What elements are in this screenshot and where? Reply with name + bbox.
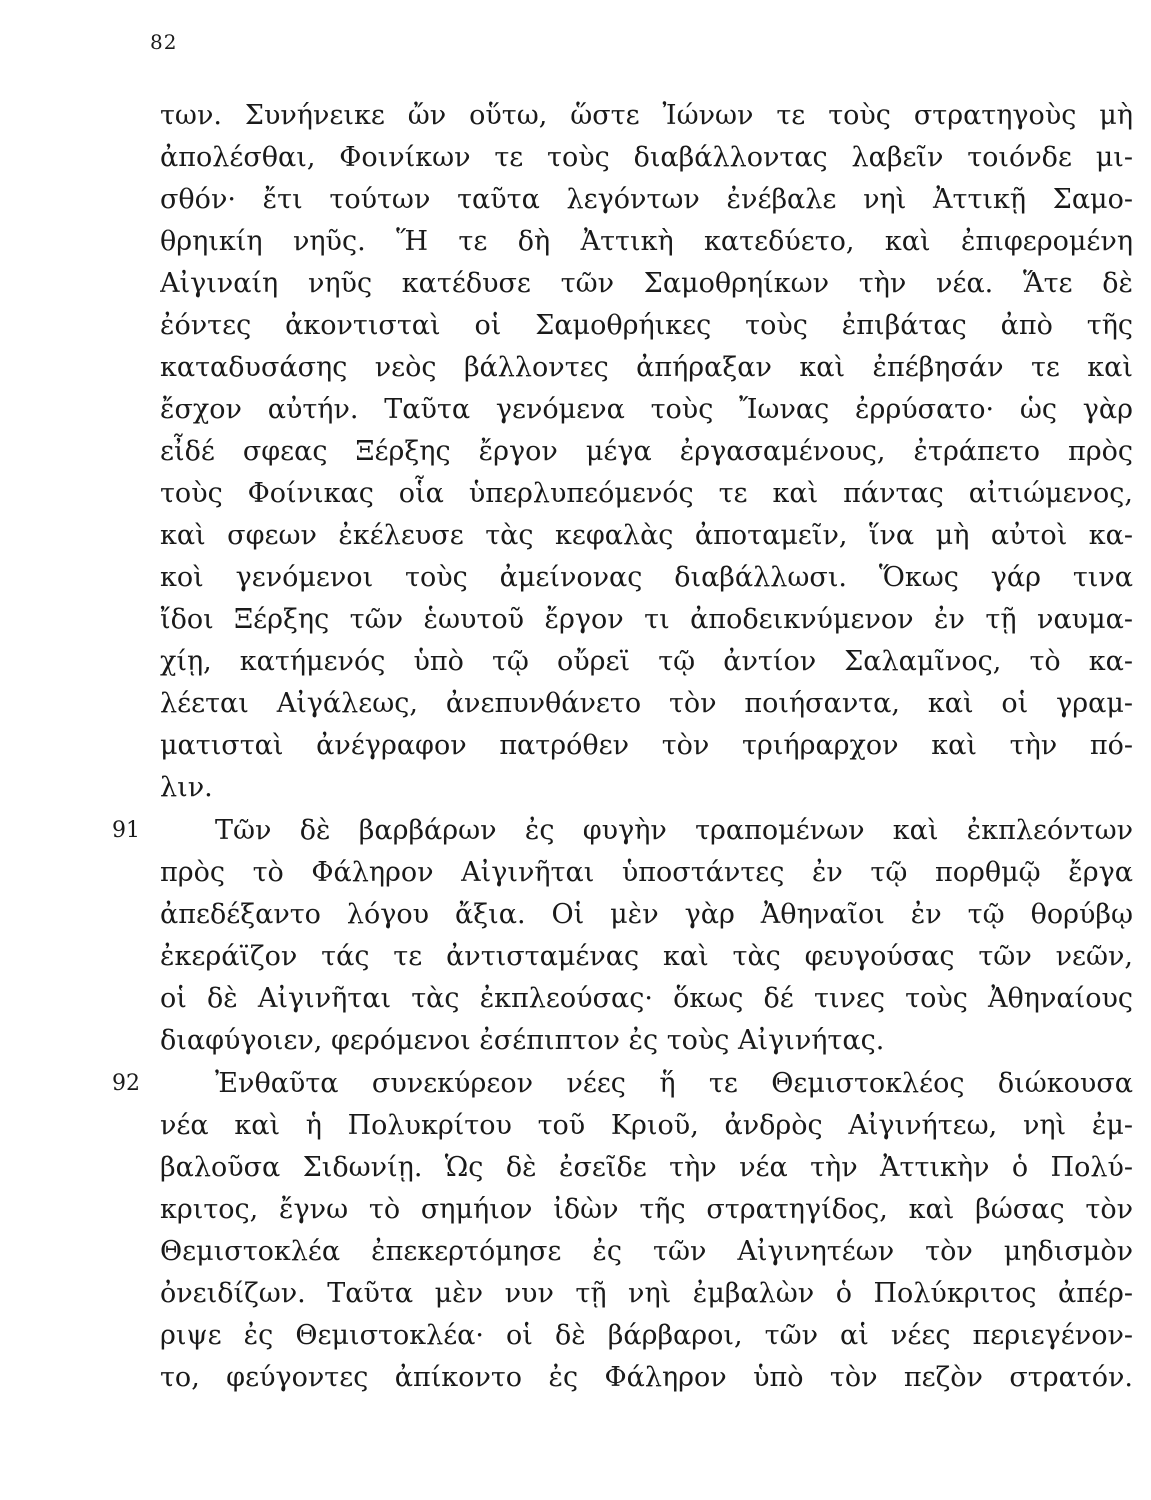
text-line: σθόν· ἔτι τούτων ταῦτα λεγόντων ἐνέβαλε νηὶ Ἀττικῇ Σαμο- <box>160 184 1133 215</box>
text-line: το, φεύγοντες ἀπίκοντο ἐς Φάληρον ὑπὸ τὸν πεζὸν στρατόν. <box>160 1362 1133 1393</box>
section-number: 91 <box>112 818 140 843</box>
text-line: χίῃ, κατήμενός ὑπὸ τῷ οὔρεϊ τῷ ἀντίον Σαλαμῖνος, τὸ κα- <box>160 646 1133 677</box>
text-line: τοὺς Φοίνικας οἷα ὑπερλυπεόμενός τε καὶ πάντας αἰτιώμενος, <box>160 478 1133 509</box>
text-line: βαλοῦσα Σιδωνίῃ. Ὡς δὲ ἐσεῖδε τὴν νέα τὴν Ἀττικὴν ὁ Πολύ- <box>160 1152 1133 1183</box>
text-line: ματισταὶ ἀνέγραφον πατρόθεν τὸν τριήραρχον καὶ τὴν πό- <box>160 730 1133 761</box>
text-line: ἔσχον αὐτήν. Ταῦτα γενόμενα τοὺς Ἴωνας ἐρρύσατο· ὡς γὰρ <box>160 394 1133 425</box>
text-line: διαφύγοιεν, φερόμενοι ἐσέπιπτον ἐς τοὺς Αἰγινήτας. <box>160 1025 885 1056</box>
text-line: καταδυσάσης νεὸς βάλλοντες ἀπήραξαν καὶ ἐπέβησάν τε καὶ <box>160 352 1133 383</box>
text-line: ὀνειδίζων. Ταῦτα μὲν νυν τῇ νηὶ ἐμβαλὼν ὁ Πολύκριτος ἀπέρ- <box>160 1278 1133 1309</box>
section-number: 92 <box>112 1071 140 1096</box>
text-line: Τῶν δὲ βαρβάρων ἐς φυγὴν τραπομένων καὶ ἐκπλεόντων <box>215 815 1133 846</box>
text-line: ριψε ἐς Θεμιστοκλέα· οἱ δὲ βάρβαροι, τῶν αἱ νέες περιεγένον- <box>160 1320 1133 1351</box>
text-line: κοὶ γενόμενοι τοὺς ἀμείνονας διαβάλλωσι. Ὅκως γάρ τινα <box>160 562 1133 593</box>
text-line: οἱ δὲ Αἰγινῆται τὰς ἐκπλεούσας· ὅκως δέ τινες τοὺς Ἀθηναίους <box>160 983 1133 1014</box>
text-line: ἴδοι Ξέρξης τῶν ἑωυτοῦ ἔργον τι ἀποδεικνύμενον ἐν τῇ ναυμα- <box>160 604 1133 635</box>
text-line: θρηικίη νηῦς. Ἥ τε δὴ Ἀττικὴ κατεδύετο, καὶ ἐπιφερομένη <box>160 226 1133 257</box>
text-line: ἀπεδέξαντο λόγου ἄξια. Οἱ μὲν γὰρ Ἀθηναῖοι ἐν τῷ θορύβῳ <box>160 899 1133 930</box>
text-line: λέεται Αἰγάλεως, ἀνεπυνθάνετο τὸν ποιήσαντα, καὶ οἱ γραμ- <box>160 688 1133 719</box>
text-line: Αἰγιναίη νηῦς κατέδυσε τῶν Σαμοθρηίκων τὴν νέα. Ἅτε δὲ <box>160 268 1133 299</box>
text-line: ἐόντες ἀκοντισταὶ οἱ Σαμοθρήικες τοὺς ἐπιβάτας ἀπὸ τῆς <box>160 310 1133 341</box>
text-line: πρὸς τὸ Φάληρον Αἰγινῆται ὑποστάντες ἐν τῷ πορθμῷ ἔργα <box>160 857 1133 888</box>
text-line: εἶδέ σφεας Ξέρξης ἔργον μέγα ἐργασαμένους, ἐτράπετο πρὸς <box>160 436 1133 467</box>
text-line: ἐκεράϊζον τάς τε ἀντισταμένας καὶ τὰς φευγούσας τῶν νεῶν, <box>160 941 1133 972</box>
text-line: ἀπολέσθαι, Φοινίκων τε τοὺς διαβάλλοντας λαβεῖν τοιόνδε μι- <box>160 142 1133 173</box>
text-line: καὶ σφεων ἐκέλευσε τὰς κεφαλὰς ἀποταμεῖν, ἵνα μὴ αὐτοὶ κα- <box>160 520 1133 551</box>
text-line: Θεμιστοκλέα ἐπεκερτόμησε ἐς τῶν Αἰγινητέων τὸν μηδισμὸν <box>160 1236 1133 1267</box>
text-line: νέα καὶ ἡ Πολυκρίτου τοῦ Κριοῦ, ἀνδρὸς Αἰγινήτεω, νηὶ ἐμ- <box>160 1110 1133 1141</box>
text-line: κριτος, ἔγνω τὸ σημήιον ἰδὼν τῆς στρατηγίδος, καὶ βώσας τὸν <box>160 1194 1133 1225</box>
text-line: Ἐνθαῦτα συνεκύρεον νέες ἥ τε Θεμιστοκλέος διώκουσα <box>215 1068 1133 1099</box>
text-line: των. Συνήνεικε ὤν οὕτω, ὥστε Ἰώνων τε τοὺς στρατηγοὺς μὴ <box>160 100 1133 131</box>
page-number: 82 <box>150 30 178 54</box>
text-line: λιν. <box>160 772 213 803</box>
